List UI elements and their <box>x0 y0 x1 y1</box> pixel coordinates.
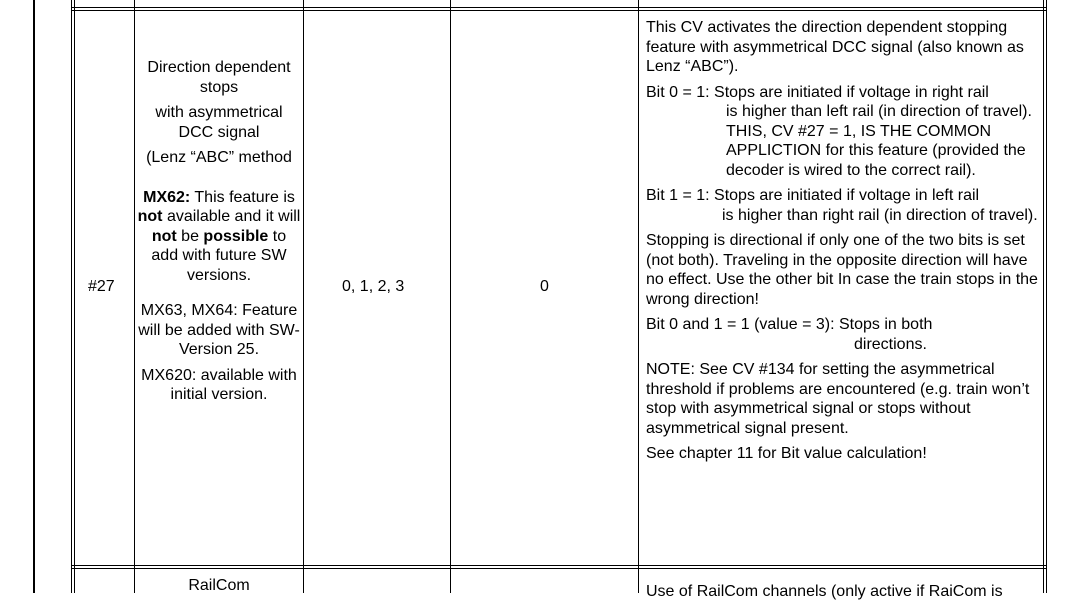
desc-bit0: Bit 0 = 1: Stops are initiated if voltage in right rail is higher than left rail (in direction of travel). THIS, CV #27 = 1, IS THE COMMON APPLICTION for this feature (provided the decoder is wired to the correct rail). <box>646 83 1032 179</box>
default-value: 0 <box>540 278 549 295</box>
table-left-border-outer <box>33 0 35 593</box>
table-left-border <box>71 0 72 593</box>
cv-title-2: with asymmetrical DCC signal <box>155 104 283 141</box>
row-divider-bottom-inner <box>71 568 1047 569</box>
value-range: 0, 1, 2, 3 <box>342 278 405 295</box>
table-right-border-outer <box>1046 0 1047 593</box>
column-divider-4 <box>638 0 639 593</box>
desc-note: NOTE: See CV #134 for setting the asymmetrical threshold if problems are encountered (e.g. train won’t stop with asymmetrical signal or stops without asymmetrical signal present. <box>646 361 1030 437</box>
next-row-name: RailCom <box>188 577 250 594</box>
table-right-border <box>1043 0 1044 593</box>
cv-title-1: Direction dependent stops <box>147 59 291 96</box>
mx62-note: MX62: This feature is not available and it will not be possible to add with future SW versions. <box>137 188 301 284</box>
cv-name-cell <box>137 58 301 405</box>
desc-directional: Stopping is directional if only one of the two bits is set (not both). Traveling in the opposite direction will have no effect. Use the other bit In case the train stops in the wrong direction! <box>646 232 1038 308</box>
row-divider-top-inner <box>71 10 1047 11</box>
mx620-note: MX620: available with initial version. <box>141 366 297 403</box>
column-divider-2 <box>303 0 304 593</box>
column-divider-1 <box>134 0 135 593</box>
row-divider-top <box>71 7 1047 8</box>
column-divider-3 <box>450 0 451 593</box>
next-row-desc: Use of RailCom channels (only active if RaiCom is <box>646 583 1003 600</box>
desc-see-chapter: See chapter 11 for Bit value calculation! <box>646 445 927 462</box>
mx63-note: MX63, MX64: Feature will be added with SW-Version 25. <box>138 302 300 358</box>
table-left-border-inner <box>74 0 75 593</box>
row-divider-bottom <box>71 565 1047 566</box>
desc-bit1: Bit 1 = 1: Stops are initiated if voltage in left rail is higher than right rail (in direction of travel). <box>646 187 1038 224</box>
cv-description <box>646 18 1042 470</box>
desc-intro: This CV activates the direction dependent stopping feature with asymmetrical DCC signal (also known as Lenz “ABC”). <box>646 19 1024 75</box>
desc-both: Bit 0 and 1 = 1 (value = 3): Stops in both directions. <box>646 316 933 353</box>
cv-title-3: (Lenz “ABC” method <box>146 149 292 166</box>
cv-number: #27 <box>88 278 115 295</box>
